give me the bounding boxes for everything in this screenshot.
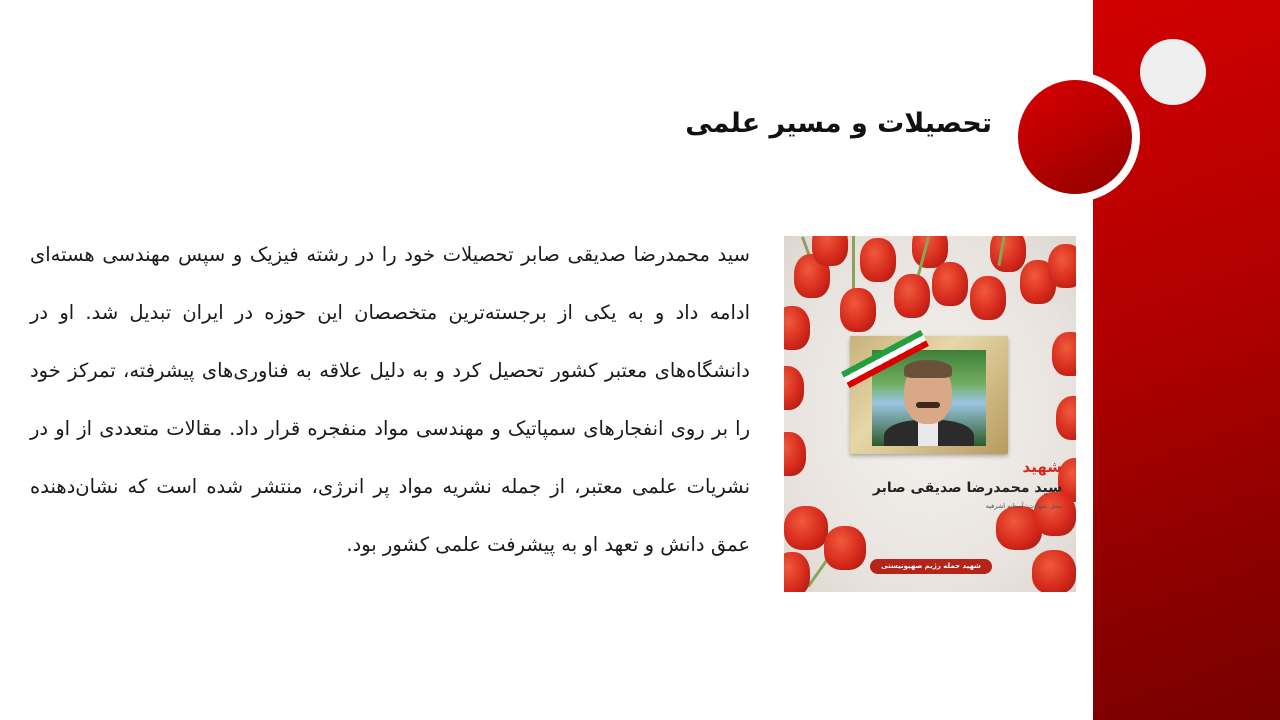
poster-label-place: محل شهادت: آستانه اشرفیه bbox=[985, 502, 1062, 510]
decorative-red-circle bbox=[1018, 80, 1132, 194]
tulip-decoration bbox=[784, 432, 806, 476]
tulip-stem bbox=[852, 236, 855, 296]
tulip-decoration bbox=[784, 552, 810, 592]
tulip-decoration bbox=[1048, 244, 1076, 288]
poster-banner: شهید حمله رژیم صهیونیستی bbox=[870, 559, 992, 574]
poster-label-title: شهید bbox=[1022, 458, 1062, 476]
tulip-decoration bbox=[860, 238, 896, 282]
body-text bbox=[30, 226, 750, 574]
tulip-decoration bbox=[1052, 332, 1076, 376]
tulip-decoration bbox=[784, 366, 804, 410]
tulip-decoration bbox=[970, 276, 1006, 320]
tulip-decoration bbox=[894, 274, 930, 318]
portrait-frame bbox=[850, 336, 1008, 454]
portrait-hair bbox=[904, 360, 952, 378]
tulip-decoration bbox=[1056, 396, 1076, 440]
portrait-mustache bbox=[916, 402, 940, 408]
tulip-decoration bbox=[990, 236, 1026, 272]
tulip-decoration bbox=[784, 306, 810, 350]
tulip-decoration bbox=[1032, 550, 1076, 592]
tulip-decoration bbox=[784, 506, 828, 550]
slide-title: تحصیلات و مسیر علمی bbox=[685, 108, 992, 139]
tulip-decoration bbox=[824, 526, 866, 570]
memorial-poster-image bbox=[784, 236, 1076, 592]
decorative-light-circle bbox=[1140, 39, 1206, 105]
tulip-decoration bbox=[840, 288, 876, 332]
tulip-decoration bbox=[812, 236, 848, 266]
paragraph: سید محمدرضا صدیقی صابر تحصیلات خود را در رشته فیزیک و سپس مهندسی هسته‌ای ادامه داد و به یکی از برجسته‌ترین متخصصان این حوزه در ایران تبدیل شد. او در دانشگاه‌های معتبر کشور تحصیل کرد و به دلیل علاقه به فناوری‌های پیشرفته، تمرکز خود را بر روی انفجارهای سمپاتیک و مهندسی مواد منفجره قرار داد. مقالات متعددی از او در نشریات علمی معتبر، از جمله نشریه مواد پر انرژی، منتشر شده است که نشان‌دهنده عمق دانش و تعهد او به پیشرفت علمی کشور بود. bbox=[30, 243, 750, 556]
tulip-decoration bbox=[1034, 492, 1076, 536]
tulip-decoration bbox=[932, 262, 968, 306]
poster-label-name: سید محمدرضا صدیقی صابر bbox=[872, 480, 1062, 496]
